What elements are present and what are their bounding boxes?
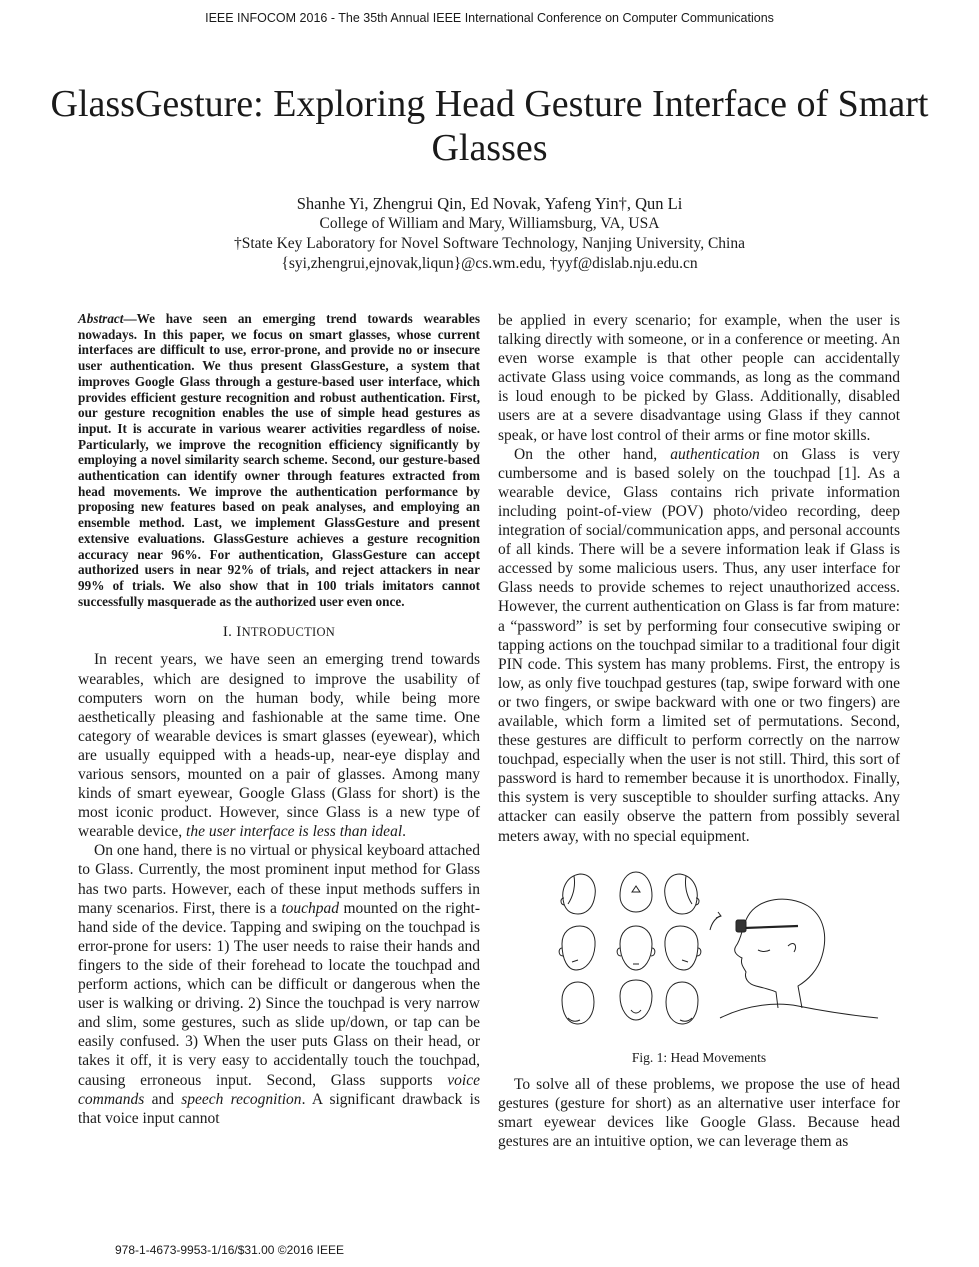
paragraph-intro-3: be applied in every scenario; for example, when the user is talking directly with someone, or in a conference or meeting. An even worse example is that other people can accidentally activate Glass using voice commands, as long as the command is loud enough to be picked by Glass. Additionally, disabled users are at a severe disadvantage using Glass if they cannot speak, or have lost control of their arms or fine motor skills.	[498, 312, 900, 444]
section-number: I.	[222, 624, 237, 641]
emphasis-text: speech recognition	[181, 1090, 302, 1108]
abstract-label: Abstract	[78, 311, 124, 326]
author-emails: {syi,zhengrui,ejnovak,liqun}@cs.wm.edu, †yyf@dislab.nju.edu.cn	[281, 255, 698, 272]
conference-header: IEEE INFOCOM 2016 - The 35th Annual IEEE International Conference on Computer Communications	[205, 11, 774, 25]
emphasis-text: touchpad	[281, 899, 339, 917]
paragraph-intro-4	[498, 445, 900, 846]
text-run: and	[144, 1090, 182, 1108]
right-column	[498, 311, 900, 1151]
text-run: On the other hand,	[514, 445, 671, 463]
text-run: On one hand, there is no virtual or physical keyboard attached to Glass. Currently, the most prominent input method for Glass has two parts. However, each of these input methods suffers in many scenarios. First, there is a	[78, 842, 480, 917]
figure-head-movements	[498, 866, 900, 1046]
paper-title: GlassGesture: Exploring Head Gesture Interface of Smart Glasses	[50, 83, 929, 169]
profile-with-glasses	[710, 899, 878, 1018]
affiliation-1: College of William and Mary, Williamsburg, VA, USA	[319, 215, 660, 232]
section-title-rest: NTRODUCTION	[241, 625, 336, 640]
head-sketch	[617, 926, 655, 970]
head-sketch	[561, 874, 595, 914]
paragraph-intro-5: To solve all of these problems, we propose the use of head gestures (gesture for short) as an alternative user interface for smart eyewear devices like Google Glass. Because head gestures are an intuitive option, we can leverage them as	[498, 1075, 900, 1150]
text-run: on Glass is very cumbersome and is based solely on the touchpad [1]. As a wearable device, Glass contains rich private information including point-of-view (POV) photo/video recording, deep integration of social/communication apps, and personal accounts of all kinds. There will be a severe information leak if Glass is accessed by some malicious users. Thus, any user interface for Glass needs to provide schemes to reject unauthorized access. However, the current authentication on Glass is far from mature: a “password” is set by performing four consecutive swiping or tapping actions on the touchpad similar to a traditional four digit PIN code. This system has many problems. First, the entropy is low, as only five touchpad gestures (tap, swipe forward with one or two fingers, or swipe backward with one or two fingers) are available, which form a limited set of permutations. Second, these gestures are difficult to perform correctly on the narrow touchpad, especially when the user is not still. Third, this sort of password is hard to remember because it is unorthodox. Finally, this system is very susceptible to shoulder surfing attacks. Any attacker can easily observe the pattern from possibly several meters away, with no special equipment.	[498, 445, 901, 845]
figure-caption: Fig. 1: Head Movements	[631, 1049, 767, 1065]
paragraph-intro-1	[78, 650, 480, 841]
text-run: In recent years, we have seen an emerging trend towards wearables, which are designed to improve the usability of computers worn on the human body, while being more aesthetically pleasing and fashionable at the same time. One category of wearable devices is smart glasses (eyewear), which are usually equipped with a heads-up, near-eye display and various sensors, mounted on a pair of glasses. Among many kinds of smart eyewear, Google Glass (Glass for short) is the most iconic product. However, since Glass is a new type of wearable device,	[78, 651, 480, 841]
head-sketch	[665, 874, 699, 914]
section-heading-introduction	[78, 623, 480, 642]
copyright-footer: 978-1-4673-9953-1/16/$31.00 ©2016 IEEE	[115, 1243, 345, 1257]
emphasis-text: authentication	[670, 445, 760, 463]
author-names: Shanhe Yi, Zhengrui Qin, Ed Novak, Yafeng Yin†, Qun Li	[296, 194, 683, 213]
head-sketch	[665, 926, 701, 970]
abstract-text: —We have seen an emerging trend towards wearables nowadays. In this paper, we focus on smart glasses, whose current interfaces are difficult to use, error-prone, and provide no or insecure user authentication. We thus present GlassGesture, a system that improves Google Glass through a gesture-based user interface, which provides efficient gesture recognition and robust authentication. First, our gesture recognition enables the use of simple head gestures as input. It is accurate in various wearer activities regardless of noise. Particularly, we improve the recognition efficiency significantly by employing a novel similarity search scheme. Second, our gesture-based authentication can identify owner through features extracted from head movements. We improve the authentication performance by proposing new features based on peak analyses, and employing an ensemble method. Last, we implement GlassGesture and present extensive evaluations. GlassGesture achieves a gesture recognition accuracy near 96%. For authentication, GlassGesture can accept authorized users in near 92% of trials, and reject attackers in near 99% of trials. We also show that in 100 trials imitators cannot successfully masquerade as the authorized user even once.	[78, 311, 480, 609]
emphasis-text: the user interface is less than ideal	[186, 823, 403, 841]
head-sketch	[559, 926, 595, 970]
text-run: mounted on the right-hand side of the device. Tapping and swiping on the touchpad is error-prone for users: 1) The user needs to raise their hands and fingers to the side of their forehead to locate the touchpad and perform actions, which can be difficult or dangerous when the user is walking or driving. 2) Since the touchpad is very narrow and slim, some gestures, such as slide up/down, or tap can be easily confused. 3) When the user puts Glass on their head, or takes it off, it is very easy to accidentally touch the touchpad, causing erroneous input. Second, Glass supports	[78, 899, 480, 1089]
head-sketch	[562, 982, 594, 1024]
author-block	[0, 194, 979, 274]
text-run: . A significant drawback is that voice input cannot	[78, 1090, 480, 1127]
abstract	[78, 311, 480, 609]
left-column	[78, 311, 480, 1128]
section-title-initial: I	[236, 624, 242, 641]
head-movements-illustration	[498, 866, 900, 1046]
head-sketch	[620, 980, 652, 1020]
emphasis-text: voice commands	[78, 1071, 480, 1108]
head-sketch	[620, 872, 652, 912]
head-sketch	[666, 982, 698, 1024]
text-run: .	[402, 823, 406, 841]
paragraph-intro-2	[78, 841, 480, 1127]
affiliation-2: †State Key Laboratory for Novel Software Technology, Nanjing University, China	[233, 235, 745, 252]
